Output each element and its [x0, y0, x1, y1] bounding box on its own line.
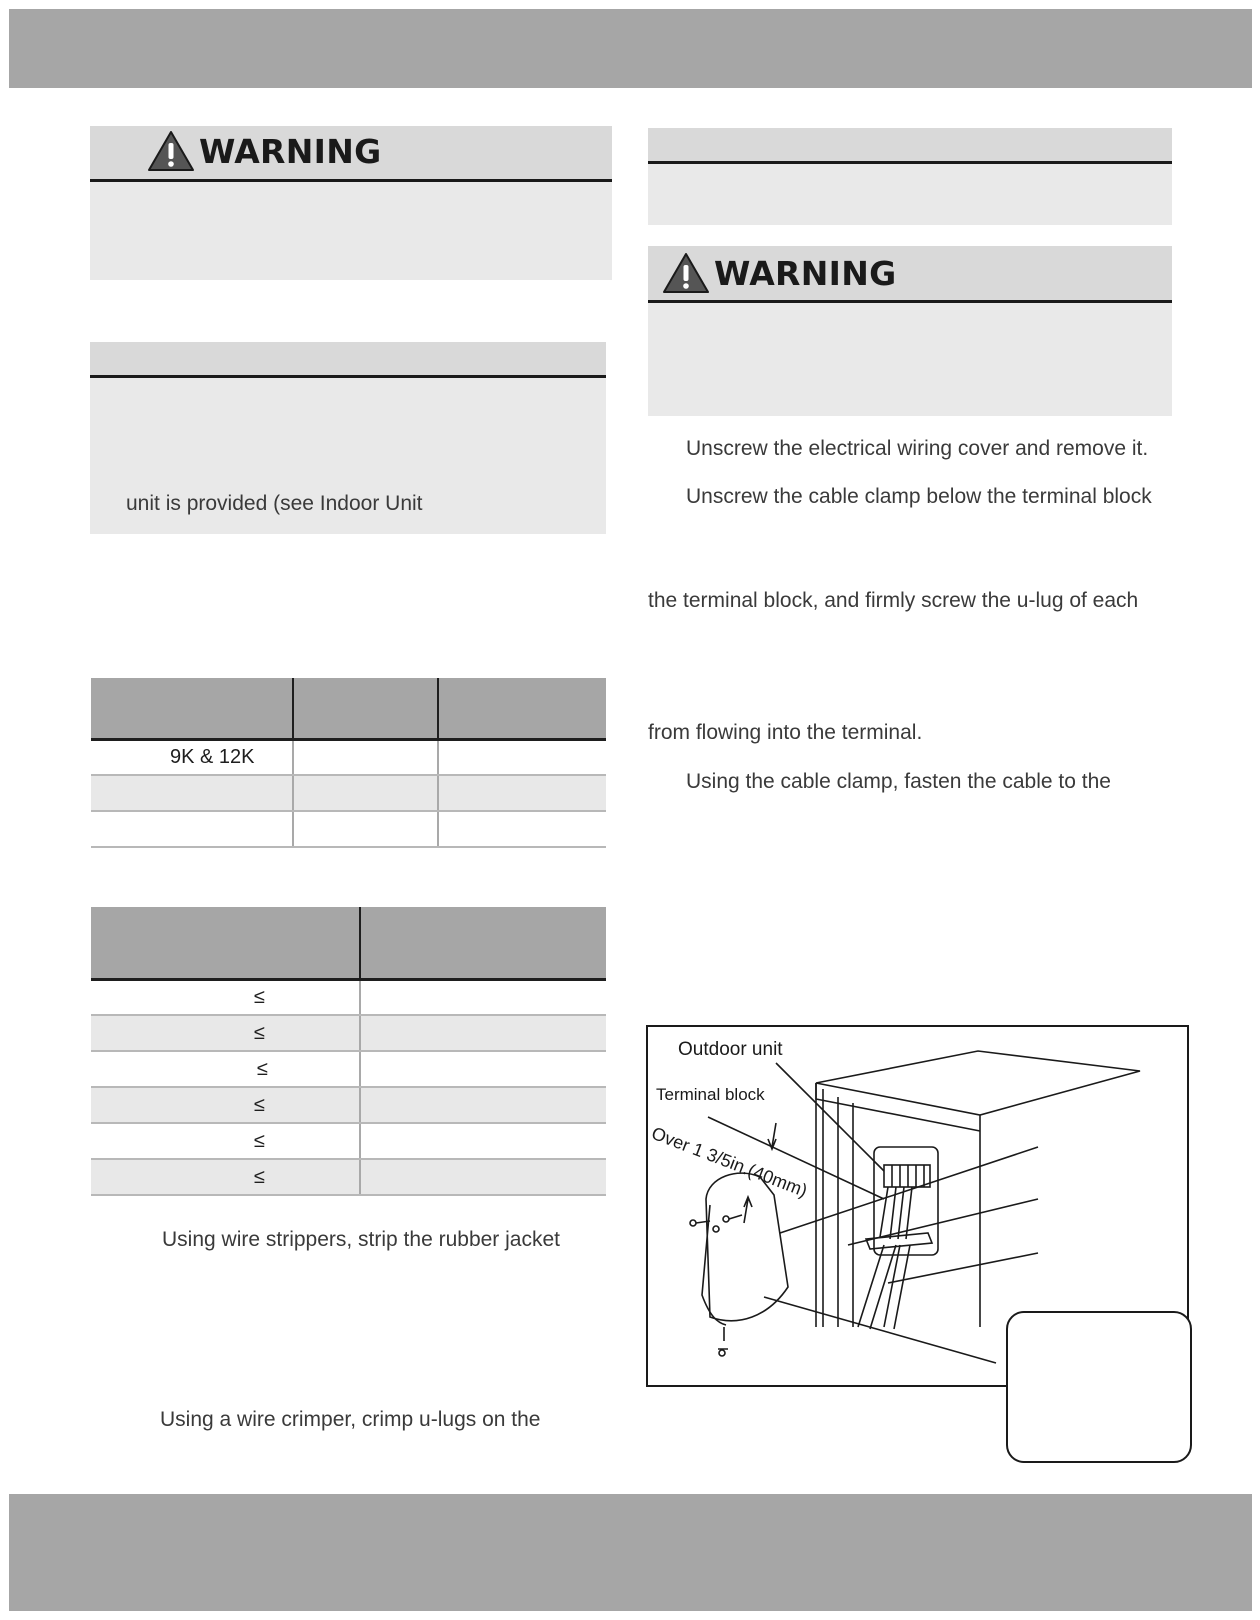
step-fasten: Using the cable clamp, fasten the cable to the	[686, 770, 1111, 793]
step-unscrew-clamp: Unscrew the cable clamp below the terminal block	[686, 485, 1152, 508]
warning-triangle-icon	[662, 252, 710, 294]
table-cell: ≤	[91, 1015, 360, 1051]
step-flowing: from flowing into the terminal.	[648, 721, 923, 744]
table-row	[91, 811, 606, 847]
outdoor-unit-label: Outdoor unit	[678, 1039, 783, 1060]
terminal-block-label: Terminal block	[656, 1085, 765, 1104]
table-row	[91, 1087, 606, 1123]
size-table	[91, 678, 606, 848]
footer-band	[9, 1494, 1252, 1611]
step-strip-text: Using wire strippers, strip the rubber jacket	[162, 1228, 560, 1251]
warning-title: WARNING	[199, 131, 382, 171]
notice-text: unit is provided (see Indoor Unit	[126, 492, 423, 515]
table-cell: ≤	[91, 1159, 360, 1195]
table-header-row	[91, 678, 606, 739]
warning-triangle-icon	[147, 130, 195, 172]
table-row	[91, 1051, 606, 1087]
caution-box	[648, 128, 1172, 225]
table-header-row	[91, 907, 606, 979]
warning-title: WARNING	[714, 253, 897, 293]
header-band	[9, 9, 1252, 88]
warning-box-right	[648, 246, 1172, 416]
table-row	[91, 1015, 606, 1051]
table-row	[91, 775, 606, 811]
figure-callout	[1006, 1311, 1192, 1463]
table-cell: ≤	[91, 1087, 360, 1123]
table-cell: ≤	[91, 1051, 360, 1087]
table-row	[91, 1123, 606, 1159]
step-terminal-block: the terminal block, and firmly screw the u-lug of each	[648, 589, 1139, 612]
warning-box-left	[90, 126, 612, 280]
length-label: Over 1 3/5in.(40mm)	[648, 1123, 811, 1201]
step-crimp-text: Using a wire crimper, crimp u-lugs on the	[160, 1408, 541, 1431]
notice-box	[90, 342, 606, 534]
table-cell: ≤	[91, 979, 360, 1015]
table-row	[91, 1159, 606, 1195]
table-row	[91, 979, 606, 1015]
gauge-table	[91, 907, 606, 1196]
table-row	[91, 739, 606, 775]
step-unscrew-cover: Unscrew the electrical wiring cover and remove it.	[686, 437, 1149, 460]
table-cell: ≤	[91, 1123, 360, 1159]
table-cell: 9K & 12K	[91, 739, 293, 775]
